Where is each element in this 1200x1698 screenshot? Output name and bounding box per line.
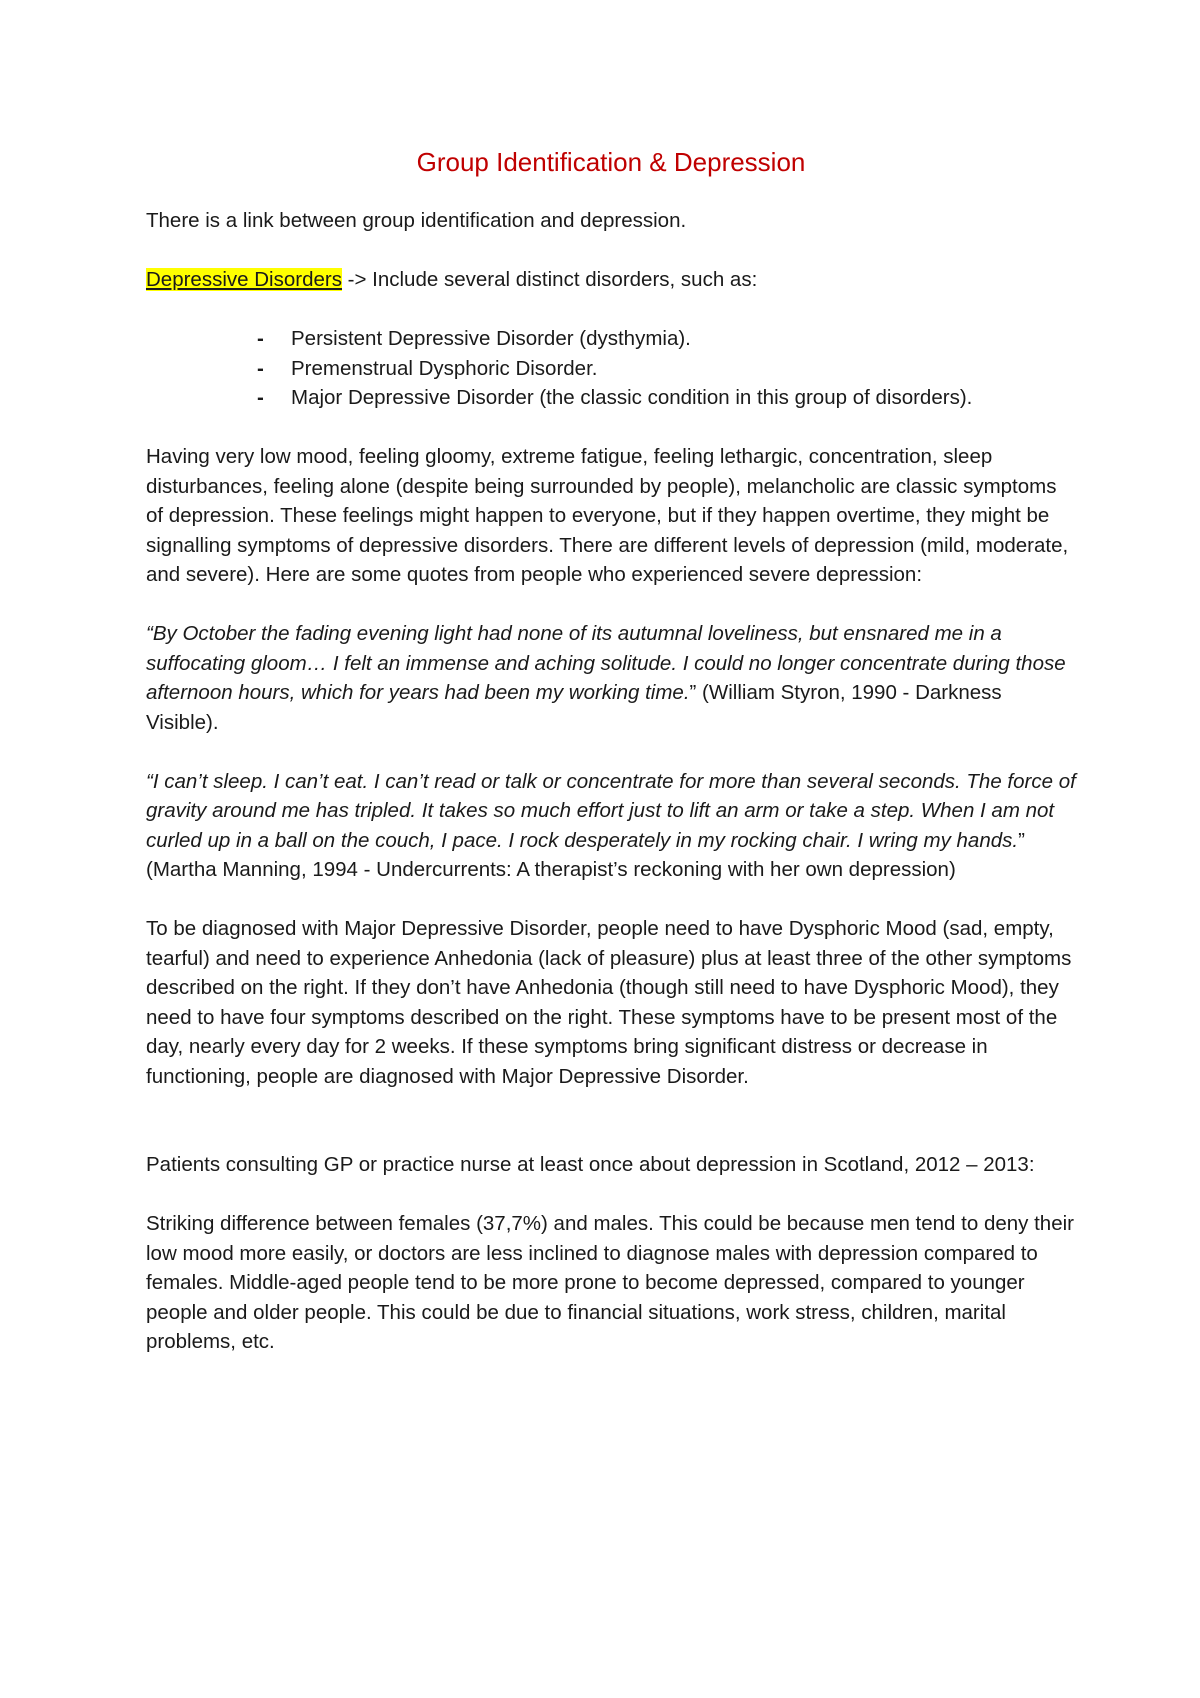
- list-item-text: Premenstrual Dysphoric Disorder.: [291, 356, 598, 380]
- document-title: Group Identification & Depression: [416, 147, 806, 177]
- list-item: [257, 324, 1076, 354]
- dash-bullet: -: [257, 327, 264, 350]
- disorders-description: -> Include several distinct disorders, such as:: [341, 268, 758, 291]
- quote-styron: [146, 619, 1076, 737]
- disorders-list: [146, 324, 1076, 413]
- disorders-paragraph: [146, 265, 1076, 295]
- symptoms-paragraph: Having very low mood, feeling gloomy, extreme fatigue, feeling lethargic, concentration, sleep disturbances, feeling alone (despite being surrounded by people), melancholic are classic symptoms of depression. These feelings might happen to everyone, but if they happen overtime, they might be signalling symptoms of depressive disorders. There are different levels of depression (mild, moderate, and severe). Here are some quotes from people who experienced severe depression:: [146, 445, 1069, 586]
- dash-bullet: -: [257, 386, 264, 409]
- quote-source: ” (Martha Manning, 1994 - Undercurrents: A therapist’s reckoning with her own depression): [146, 828, 1025, 881]
- scotland-heading: Patients consulting GP or practice nurse at least once about depression in Scotland, 2012 – 2013:: [146, 1153, 1035, 1176]
- intro-paragraph: There is a link between group identification and depression.: [146, 209, 687, 232]
- dash-bullet: -: [257, 356, 264, 380]
- quote-text: “By October the fading evening light had none of its autumnal loveliness, but ensnared me in a suffocating gloom… I felt an immense and aching solitude. I could no longer concentrate during those afternoon hours, which for years had been my working time.: [146, 622, 1066, 704]
- list-item-text: Persistent Depressive Disorder (dysthymia).: [291, 327, 691, 350]
- list-item-text: Major Depressive Disorder (the classic condition in this group of disorders).: [291, 386, 973, 409]
- quote-manning: [146, 767, 1076, 885]
- diagnosis-paragraph: To be diagnosed with Major Depressive Disorder, people need to have Dysphoric Mood (sad, empty, tearful) and need to experience Anhedonia (lack of pleasure) plus at least three of the other symptoms described on the right. If they don’t have Anhedonia (though still need to have Dysphoric Mood), they need to have four symptoms described on the right. These symptoms have to be present most of the day, nearly every day for 2 weeks. If these symptoms bring significant distress or decrease in functioning, people are diagnosed with Major Depressive Disorder.: [146, 917, 1072, 1088]
- list-item: [257, 354, 1076, 384]
- quote-source: ” (William Styron, 1990 - Darkness Visible).: [146, 681, 1002, 734]
- difference-paragraph: Striking difference between females (37,7%) and males. This could be because men tend to deny their low mood more easily, or doctors are less inclined to diagnose males with depression compared to females. Middle-aged people tend to be more prone to become depressed, compared to younger people and older people. This could be due to financial situations, work stress, children, marital problems, etc.: [146, 1212, 1074, 1353]
- document-body: [146, 146, 1076, 1357]
- quote-text: “I can’t sleep. I can’t eat. I can’t read or talk or concentrate for more than several seconds. The force of gravity around me has tripled. It takes so much effort just to lift an arm or take a step. When I am not curled up in a ball on the couch, I pace. I rock desperately in my rocking chair. I wring my hands.: [146, 769, 1076, 852]
- list-item: [257, 383, 1076, 413]
- depressive-disorders-term: Depressive Disorders: [146, 268, 342, 291]
